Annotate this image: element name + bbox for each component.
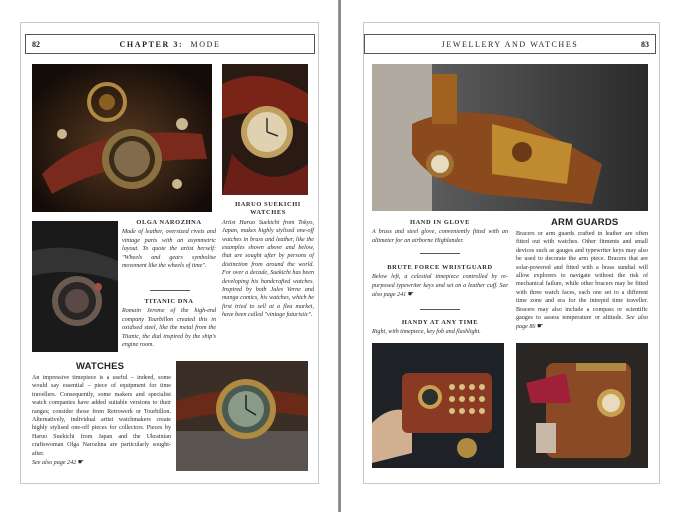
photo-handy-at-any-time (516, 343, 648, 468)
caption-brute-force-wristguard (372, 264, 508, 300)
caption-title: HARUO SUEKICHI WATCHES (235, 201, 301, 217)
left-page-number: 82 (32, 39, 40, 49)
right-page-header (364, 34, 656, 54)
caption-divider (420, 253, 460, 254)
caption-body: Made of leather, oversized rivets and vintage parts with an asymmetric layout. To quote the artist herself: "Wheels and gears symbolise movement like the wheels of time". (122, 229, 216, 270)
caption-body: Below left, a celestial timepiece controlled by re-purposed typewriter keys and set on a leather cuff. (372, 274, 508, 289)
caption-title: OLGA NAROZHNA (136, 219, 202, 226)
photo-brute-force-wristguard (372, 343, 504, 468)
caption-body: Artist Haruo Suekichi from Tokyo, Japan, makes highly stylised one-off watches in brass and leather, like the examples shown above and below, that are sought after by persons of distinction from around the world. For over a decade, Suekichi has been developing his handcrafted watches. Inspired by both Jules Verne and manga comics, his watches, which he first tried to sell at a flea market, have been called "vintage futuristic". (222, 219, 314, 319)
caption-title: TITANIC DNA (144, 298, 194, 305)
pointing-hand-icon: ☛ (77, 458, 84, 467)
caption-title: BRUTE FORCE WRISTGUARD (387, 264, 493, 271)
photo-suekichi-watch-top (222, 64, 308, 195)
photo-titanic-dna-watch (32, 221, 118, 352)
photo-olga-narozhna-watch (32, 64, 212, 212)
caption-body: A brass and steel glove, conveniently fitted with an altimeter for an airborne Highlander. (372, 229, 508, 244)
caption-titanic-dna (122, 298, 216, 349)
photo-suekichi-watch-bottom (176, 361, 308, 471)
section-body: An impressive timepiece is a useful – indeed, some would say essential – piece of equipment for time travellers. Consequently, some makers and specialist watch companies have added suitable versions to their ranges; consider those from Retrowerk or Tourbillon. Alternatively, individual artist watchmakers create highly stylised one-off pieces for collectors. Pieces by Haruo Suekichi from Japan and the Ukrainian craftswoman Olga Narozhna are particularly sought-after. (32, 375, 171, 457)
pointing-hand-icon: ☛ (537, 322, 544, 331)
caption-handy-at-any-time (372, 319, 508, 337)
see-also-link[interactable]: See also page 241 (372, 282, 509, 299)
section-body-watches (32, 374, 171, 467)
pointing-hand-icon: ☛ (407, 290, 415, 299)
caption-title: HANDY AT ANY TIME (401, 319, 479, 326)
caption-divider (420, 309, 460, 310)
caption-hand-in-glove (372, 219, 508, 245)
section-body-arm-guards (516, 230, 648, 332)
left-header-title (46, 40, 294, 49)
caption-haruo-suekichi (222, 201, 314, 320)
photo-hand-in-glove (372, 64, 648, 211)
see-also-link[interactable]: See also page 242 (32, 460, 77, 467)
left-page-header (25, 34, 315, 54)
section-title-arm-guards: ARM GUARDS (551, 217, 619, 228)
section-body: Bracers or arm guards crafted in leather are often fitted out with watches. Other fitments and small devices such as gauges and typewriter keys may also be used to decorate the arm piece. Bracers that are solar-powered and fitted with a brass sundial will allow explorers to navigate without the risk of mechanical failure, while other bracers may be fitted with three watch faces, each one set to a different time zone and era for the intrepid time traveller. Bracers may also include a compass or scientific gauges to assess temperature or altitude. (516, 231, 648, 322)
caption-body: Romain Jerome of the high-end company Tourbillon created this in oxidised steel, like the metal from the Titanic, the dial inspired by the ship's engine room. (122, 308, 216, 349)
caption-olga-narozhna (122, 219, 216, 270)
caption-body: Right, with timepiece, key fob and flashlight. (372, 329, 481, 336)
chapter-section: MODE (190, 39, 221, 49)
right-page-number: 83 (641, 39, 649, 49)
section-title-watches: WATCHES (76, 361, 125, 372)
caption-title: HAND IN GLOVE (410, 219, 470, 226)
caption-divider (150, 290, 190, 291)
right-header-title: JEWELLERY AND WATCHES (441, 39, 579, 49)
chapter-label: CHAPTER 3: (119, 39, 184, 49)
see-also-link[interactable]: See also page 86 (516, 315, 648, 331)
